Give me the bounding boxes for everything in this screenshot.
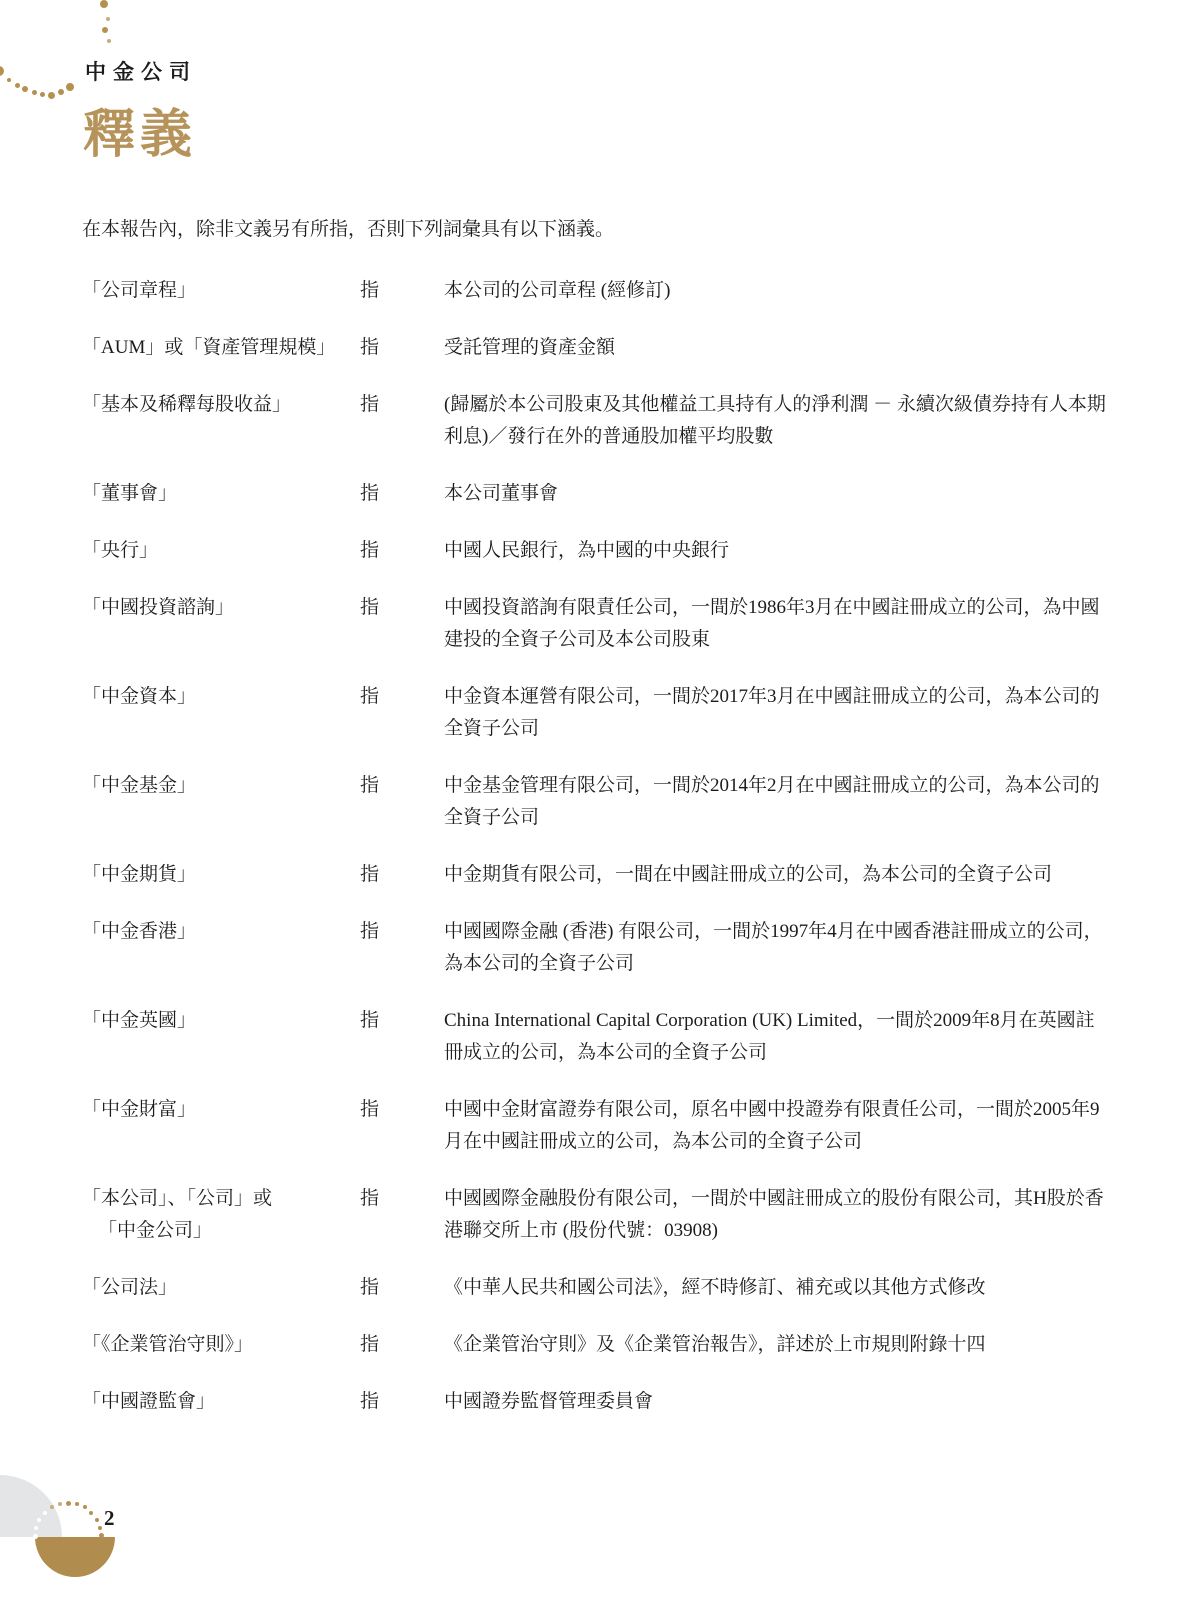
decorative-dot — [33, 1534, 38, 1539]
definition-term-line1: 「央行」 — [82, 540, 159, 561]
definition-text: 中國中金財富證券有限公司，原名中國中投證券有限責任公司，一間於2005年9月在中國註冊成立的公司，為本公司的全資子公司 — [444, 1099, 1100, 1152]
definition-pointer: 指 — [360, 280, 380, 301]
definition-text: 《企業管治守則》及《企業管治報告》，詳述於上市規則附錄十四 — [444, 1334, 986, 1355]
intro-text: 在本報告內，除非文義另有所指，否則下列詞彙具有以下涵義。 — [82, 219, 615, 240]
definition-pointer: 指 — [360, 1010, 380, 1031]
definition-term-line1: 「中金財富」 — [82, 1099, 197, 1120]
definition-text: China International Capital Corporation (UK) Limited，一間於2009年8月在英國註冊成立的公司，為本公司的全資子公司 — [444, 1010, 1095, 1063]
definition-term-line1: 「基本及稀釋每股收益」 — [82, 394, 292, 415]
definition-term — [82, 1329, 360, 1361]
decorative-dot — [40, 92, 45, 97]
definition-text: 中金基金管理有限公司，一間於2014年2月在中國註冊成立的公司，為本公司的全資子公司 — [444, 775, 1100, 828]
definition-term-line1: 「公司章程」 — [82, 280, 197, 301]
decorative-dot — [34, 1526, 38, 1530]
definition-pointer: 指 — [360, 394, 380, 415]
definition-pointer: 指 — [360, 921, 380, 942]
definition-term-line1: 「中金香港」 — [82, 921, 197, 942]
definition-term — [82, 1005, 360, 1069]
definition-pointer: 指 — [360, 337, 380, 358]
definition-term-line2: 「中金公司」 — [98, 1220, 213, 1241]
decorative-dot — [75, 1502, 79, 1506]
decorative-dot — [22, 86, 28, 92]
definition-term — [82, 1183, 360, 1247]
page-title: 釋義 — [83, 107, 198, 164]
definition-pointer: 指 — [360, 1277, 380, 1298]
definition-text: 受託管理的資產金額 — [444, 337, 616, 358]
definition-text: 中國人民銀行，為中國的中央銀行 — [444, 540, 730, 561]
decorative-dot — [89, 1511, 93, 1515]
definition-term-line1: 「AUM」或「資產管理規模」 — [82, 337, 336, 358]
decorative-dot — [15, 83, 20, 88]
definition-term-line1: 「《企業管治守則》」 — [82, 1334, 254, 1355]
definition-pointer: 指 — [360, 864, 380, 885]
definition-row — [82, 1329, 1108, 1361]
definition-row — [82, 535, 1108, 567]
decorative-dot — [0, 66, 4, 76]
definition-term-line1: 「中國投資諮詢」 — [82, 597, 235, 618]
definition-term — [82, 770, 360, 834]
decorative-dot — [102, 27, 108, 33]
definition-row — [82, 592, 1108, 656]
definition-row — [82, 1183, 1108, 1247]
definition-term — [82, 1272, 360, 1304]
decorative-dot — [50, 1505, 54, 1509]
definition-term-line1: 「董事會」 — [82, 483, 178, 504]
definition-term — [82, 1386, 360, 1418]
definition-row — [82, 681, 1108, 745]
decorative-gold-semicircle — [35, 1537, 115, 1577]
decorative-dot — [7, 78, 11, 82]
decorative-dot — [83, 1505, 87, 1509]
decorative-dot — [106, 17, 110, 21]
definition-term — [82, 275, 360, 307]
definition-term-line1: 「中金資本」 — [82, 686, 197, 707]
decorative-dot — [43, 1511, 47, 1515]
decorative-dot — [95, 1518, 99, 1522]
definition-row — [82, 478, 1108, 510]
decorative-dot — [48, 92, 55, 99]
definition-term — [82, 1094, 360, 1158]
definitions-list — [82, 275, 1108, 1418]
definition-pointer: 指 — [360, 540, 380, 561]
definition-term-line1: 「中國證監會」 — [82, 1391, 216, 1412]
definition-text: 中金期貨有限公司，一間在中國註冊成立的公司，為本公司的全資子公司 — [444, 864, 1053, 885]
definition-term — [82, 389, 360, 453]
definition-term — [82, 478, 360, 510]
company-logo-text: 中金公司 — [85, 60, 197, 84]
definition-row — [82, 332, 1108, 364]
definition-term-line1: 「中金基金」 — [82, 775, 197, 796]
page-number: 2 — [104, 1506, 115, 1530]
decorative-dot — [32, 90, 37, 95]
definition-row — [82, 1386, 1108, 1418]
definition-term-line1: 「中金期貨」 — [82, 864, 197, 885]
decorative-dot — [100, 0, 108, 8]
definition-text: 《中華人民共和國公司法》，經不時修訂、補充或以其他方式修改 — [444, 1277, 986, 1298]
definition-text: 中金資本運營有限公司，一間於2017年3月在中國註冊成立的公司，為本公司的全資子公司 — [444, 686, 1100, 739]
decorative-dot — [107, 39, 111, 43]
definition-term — [82, 681, 360, 745]
definition-pointer: 指 — [360, 686, 380, 707]
decorative-dot — [58, 89, 64, 95]
definition-row — [82, 1272, 1108, 1304]
definition-row — [82, 770, 1108, 834]
definition-row — [82, 1094, 1108, 1158]
decorative-dot — [37, 1518, 41, 1522]
definition-term — [82, 916, 360, 980]
definition-row — [82, 916, 1108, 980]
definition-text: 本公司的公司章程 (經修訂) — [444, 280, 671, 301]
definition-term — [82, 332, 360, 364]
decorative-dot — [99, 1533, 104, 1538]
definition-text: 中國國際金融 (香港) 有限公司，一間於1997年4月在中國香港註冊成立的公司，為本公司的全資子公司 — [444, 921, 1103, 974]
definition-row — [82, 859, 1108, 891]
definition-text: 中國投資諮詢有限責任公司，一間於1986年3月在中國註冊成立的公司，為中國建投的全資子公司及本公司股東 — [444, 597, 1100, 650]
definition-term-line1: 「公司法」 — [82, 1277, 178, 1298]
definition-text: (歸屬於本公司股東及其他權益工具持有人的淨利潤 － 永續次級債券持有人本期利息)／發行在外的普通股加權平均股數 — [444, 394, 1106, 447]
decorative-dot — [66, 83, 74, 91]
definition-pointer: 指 — [360, 1334, 380, 1355]
decorative-dot — [98, 1526, 102, 1530]
definition-term — [82, 535, 360, 567]
definitions-section — [82, 214, 1108, 1443]
definition-pointer: 指 — [360, 1188, 380, 1209]
decorative-dot — [58, 1502, 62, 1506]
definition-text: 中國國際金融股份有限公司，一間於中國註冊成立的股份有限公司，其H股於香港聯交所上市 (股份代號：03908) — [444, 1188, 1104, 1241]
definition-pointer: 指 — [360, 775, 380, 796]
definition-term-line1: 「本公司」、「公司」或 — [82, 1188, 273, 1209]
definition-term — [82, 592, 360, 656]
definition-row — [82, 1005, 1108, 1069]
definition-pointer: 指 — [360, 483, 380, 504]
definition-pointer: 指 — [360, 1391, 380, 1412]
definition-term-line1: 「中金英國」 — [82, 1010, 197, 1031]
definition-term — [82, 859, 360, 891]
definition-row — [82, 275, 1108, 307]
definition-text: 中國證券監督管理委員會 — [444, 1391, 654, 1412]
definition-pointer: 指 — [360, 597, 380, 618]
definition-row — [82, 389, 1108, 453]
definition-pointer: 指 — [360, 1099, 380, 1120]
decorative-dot — [66, 1501, 71, 1506]
definition-text: 本公司董事會 — [444, 483, 559, 504]
